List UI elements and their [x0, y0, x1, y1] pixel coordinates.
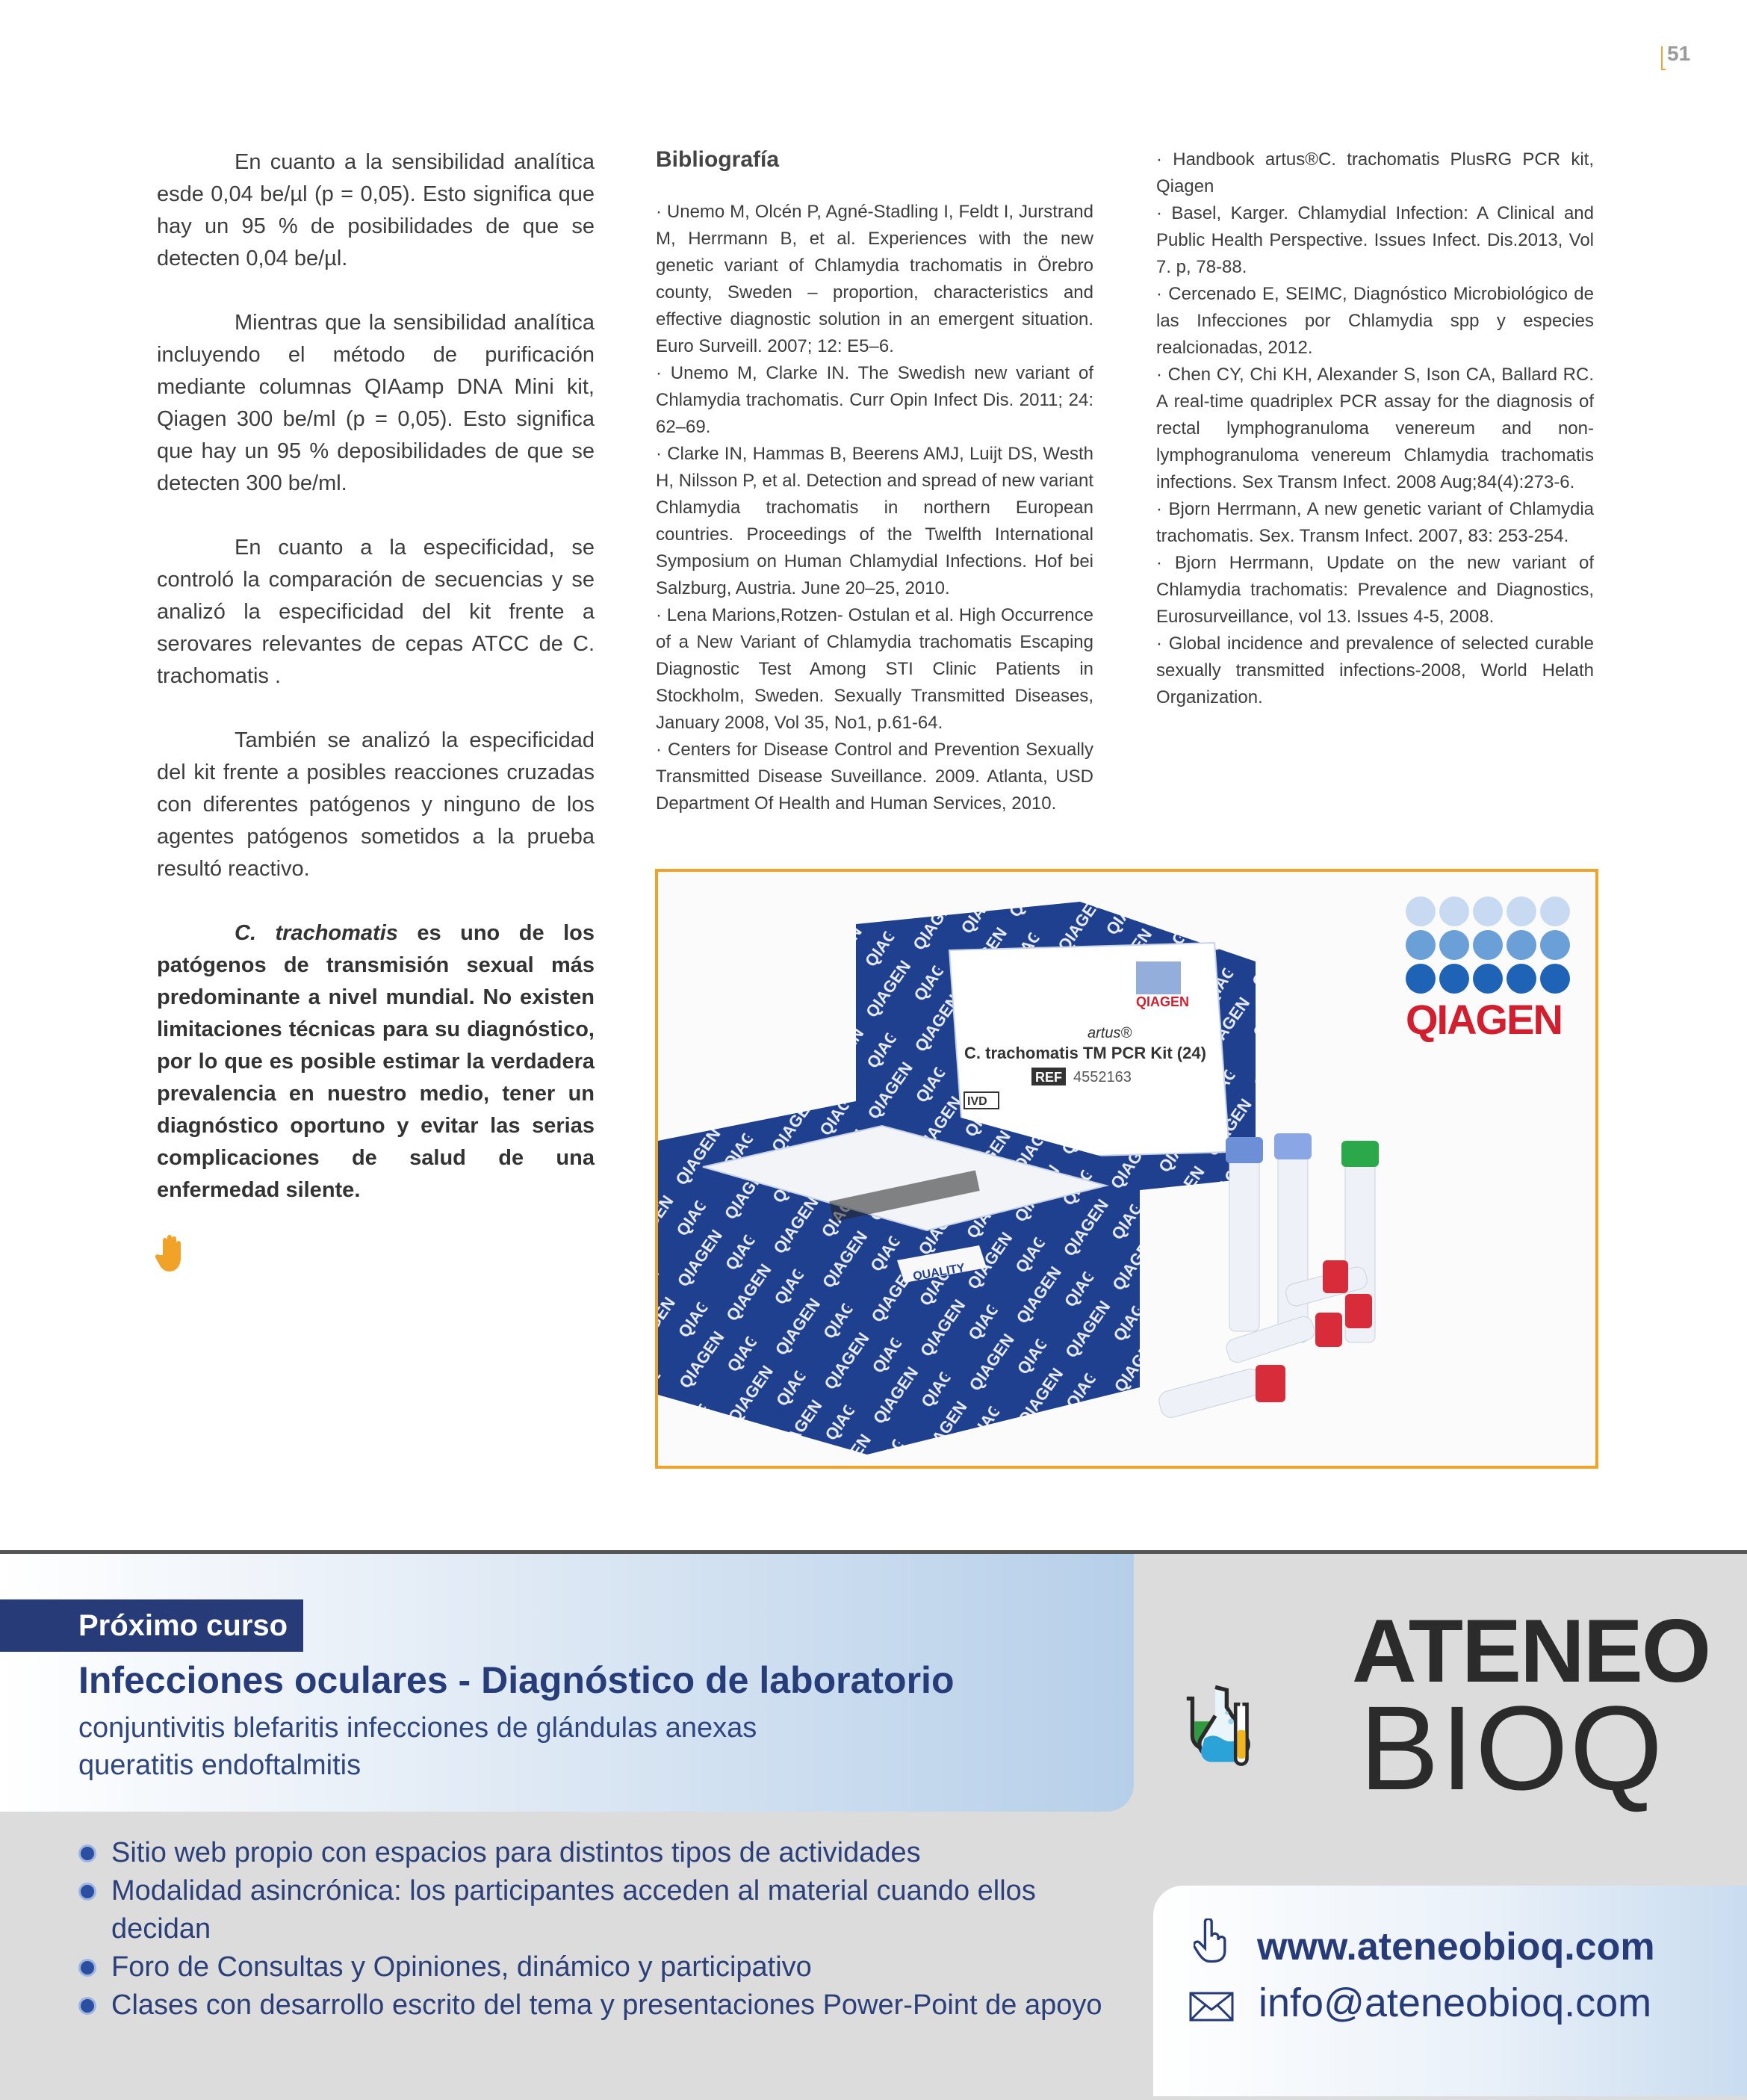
feature-item: Sitio web propio con espacios para distintos tipos de actividades [78, 1834, 1139, 1872]
course-title: Infecciones oculares - Diagnóstico de laboratorio [78, 1659, 955, 1701]
pointer-hand-icon [1194, 1918, 1226, 1963]
paragraph-specificity: En cuanto a la especificidad, se controló la comparación de secuencias y se analizó la especificidad del kit frente a serovares relevantes de cepas ATCC de C. trachomatis . [157, 536, 595, 688]
bibliography-entry: · Unemo M, Clarke IN. The Swedish new variant of Chlamydia trachomatis. Curr Opin Infect Dis. 2011; 24: 62–69. [656, 363, 1093, 437]
flask-icon [1184, 1614, 1378, 1838]
course-subtitle-1: conjuntivitis blefaritis infecciones de glándulas anexas [78, 1712, 757, 1744]
bibliography-entry: · Chen CY, Chi KH, Alexander S, Ison CA, Ballard RC. A real-time quadriplex PCR assay for the diagnosis of rectal lymphogranuloma venereum and non-lymphogranuloma venereum Chlamydia trachomatis infections. Sex Transm Infect. 2008 Aug;84(4):273-6. [1156, 365, 1594, 492]
ivd-label: IVD [967, 1095, 987, 1108]
bibliography-entry: · Centers for Disease Control and Prevention Sexually Transmitted Disease Suveillance. 2009. Atlanta, USD Department Of Health and Human Services, 2010. [656, 740, 1093, 814]
qiagen-wordmark: QIAGEN [1406, 996, 1562, 1043]
bibliography-entry: · Bjorn Herrmann, A new genetic variant of Chlamydia trachomatis. Sex. Transm Infect. 2007, 83: 253-254. [1156, 499, 1594, 546]
bibliography-entry: · Unemo M, Olcén P, Agné-Stadling I, Feldt I, Jurstrand M, Herrmann B, et al. Experiences with the new genetic variant of Chlamydia trachomatis in Örebro county, Sweden – proportion, characteristics and effective diagnostic solution in an emergent situation. Euro Surveill. 2007; 12: E5–6. [656, 202, 1093, 356]
box-brand: QIAGEN [1136, 994, 1190, 1009]
feature-item: Modalidad asincrónica: los participantes acceden al material cuando ellos decidan [78, 1872, 1139, 1948]
bibliography-column-2 [1156, 146, 1594, 711]
box-product-name: C. trachomatis TM PCR Kit (24) [964, 1044, 1206, 1062]
bibliography-entry: · Clarke IN, Hammas B, Beerens AMJ, Luijt DS, Westh H, Nilsson P, et al. Detection and spread of new variant Chlamydia trachomatis in northern European countries. Proceedings of the Twelfth International Symposium on Human Chlamydial Infections. Hof bei Salzburg, Austria. June 20–25, 2010. [656, 444, 1093, 598]
course-features-list [78, 1834, 1139, 2025]
ref-number: 4552163 [1073, 1069, 1132, 1085]
feature-item: Foro de Consultas y Opiniones, dinámico y participativo [78, 1948, 1139, 1986]
brand-ateneo: ATENEO [1352, 1601, 1710, 1701]
paragraph-cross-reactions: También se analizó la especificidad del kit frente a posibles reacciones cruzadas con diferentes patógenos y ninguno de los agentes patógenos sometidos a la prueba resultó reactivo. [157, 728, 595, 881]
bibliography-column-1 [656, 146, 1093, 817]
bibliography-entry: · Cercenado E, SEIMC, Diagnóstico Microbiológico de las Infecciones por Chlamydia spp y especies realcionadas, 2012. [1156, 284, 1594, 358]
article-body-column [157, 146, 595, 1239]
species-name: C. trachomatis [235, 921, 398, 945]
feature-item: Clases con desarrollo escrito del tema y presentaciones Power-Point de apoyo [78, 1986, 1139, 2025]
bibliography-entry: · Basel, Karger. Chlamydial Infection: A Clinical and Public Health Perspective. Issues Infect. Dis.2013, Vol 7. p, 78-88. [1156, 203, 1594, 277]
email-link[interactable]: info@ateneobioq.com [1259, 1980, 1652, 2025]
ref-label: REF [1035, 1070, 1062, 1085]
box-line-1: artus® [1087, 1025, 1132, 1041]
course-subtitle-2: queratitis endoftalmitis [78, 1750, 361, 1781]
qiagen-dots [1406, 896, 1576, 994]
next-course-tag: Próximo curso [0, 1599, 303, 1652]
bibliography-entry: · Lena Marions,Rotzen- Ostulan et al. High Occurrence of a New Variant of Chlamydia trachomatis Escaping Diagnostic Test Among STI Clinic Patients in Stockholm, Sweden. Sexually Transmitted Diseases, January 2008, Vol 35, No1, p.61-64. [656, 605, 1093, 733]
bibliography-entry: · Bjorn Herrmann, Update on the new variant of Chlamydia trachomatis: Prevalence and Diagnostics, Eurosurveillance, vol 13. Issues 4-5, 2008. [1156, 553, 1594, 627]
paragraph-sensitivity-purification: Mientras que la sensibilidad analítica incluyendo el método de purificación mediante columnas QIAamp DNA Mini kit, Qiagen 300 be/ml (p = 0,05). Esto significa que hay un 95 % deposibilidades de que se detecten 300 be/ml. [157, 311, 595, 495]
paragraph-conclusion [157, 917, 595, 1207]
hand-icon [155, 1233, 188, 1273]
paragraph-sensitivity: En cuanto a la sensibilidad analítica esde 0,04 be/µl (p = 0,05). Esto significa que hay un 95 % de posibilidades de que se detecten 0,04 be/µl. [157, 150, 595, 270]
bibliography-entry: · Handbook artus®C. trachomatis PlusRG PCR kit, Qiagen [1156, 149, 1594, 196]
qiagen-logo [1406, 896, 1576, 1044]
website-link[interactable]: www.ateneobioq.com [1257, 1925, 1655, 1969]
envelope-icon [1189, 1992, 1234, 2022]
bibliography-entry: · Global incidence and prevalence of selected curable sexually transmitted infections-2008, World Helath Organization. [1156, 634, 1594, 707]
quality-label: QUALITY [912, 1261, 966, 1283]
page-number: 51 [1667, 42, 1691, 65]
conclusion-text: es uno de los patógenos de transmisión sexual más predominante a nivel mundial. No existen limitaciones técnicas para su diagnóstico, por lo que es posible estimar la verdadera prevalencia en nuestro medio, tener un diagnóstico oportuno y evitar las serias complicaciones de salud de una enfermedad silente. [157, 921, 595, 1202]
bibliography-heading: Bibliografía [656, 147, 780, 172]
brand-bioq: BIOQ [1359, 1681, 1665, 1815]
